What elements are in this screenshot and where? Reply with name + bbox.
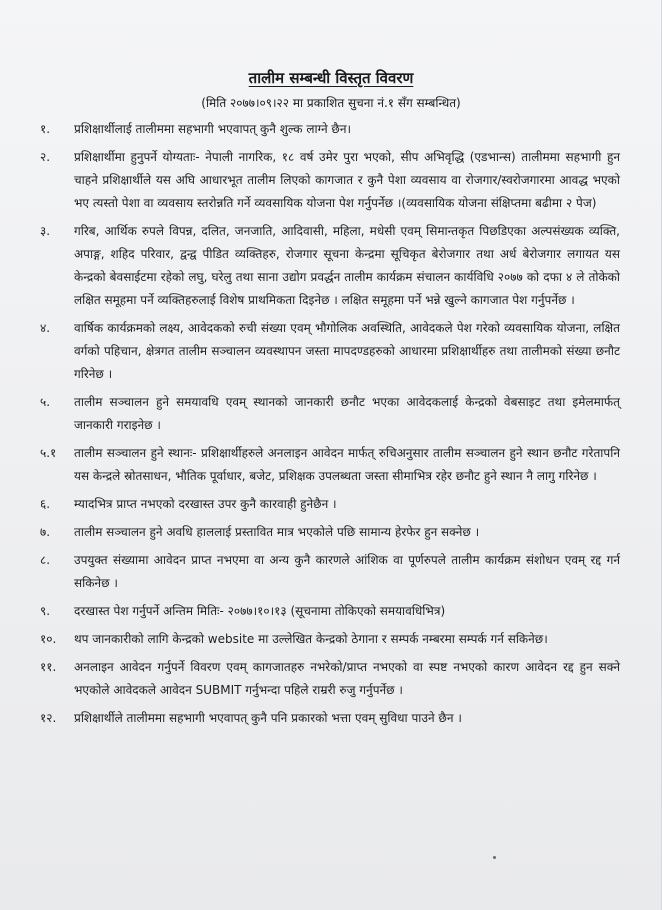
item-text: गरिब, आर्थिक रुपले विपन्न, दलित, जनजाति, आदिवासी, महिला, मधेसी एवम् सिमान्तकृत पिछडिएका अल्पसंख्यक व्यक्ति, अपाङ्ग, शहिद परिवार, द्वन्द्व पीडित व्यक्तिहरु, रोजगार सूचना केन्द्रमा सूचिकृत बेरोजगार तथा अर्ध बेरोजगार लगायत यस केन्द्रको बेवसाईटमा रहेको लघु, घरेलु तथा साना उद्योग प्रवर्द्धन तालीम कार्यक्रम संचालन कार्यविधि २०७७ को दफा ४ ले तोकेको लक्षित समूहमा पर्ने व्यक्तिहरुलाई विशेष प्राथमिकता दिइनेछ । लक्षित समूहमा पर्ने भन्ने खुल्ने कागजात पेश गर्नुपर्नेछ । bbox=[74, 224, 620, 307]
item-text: प्रशिक्षार्थीलाई तालीममा सहभागी भएवापत् कुनै शुल्क लाग्ने छैन। bbox=[74, 122, 352, 136]
list-item bbox=[40, 600, 620, 623]
list-item bbox=[40, 707, 620, 730]
item-number: ११. bbox=[40, 660, 57, 674]
item-text: प्रशिक्षार्थीले तालीममा सहभागी भएवापत् कुनै पनि प्रकारको भत्ता एवम् सुविधा पाउने छैन । bbox=[74, 711, 462, 725]
document-subtitle: (मिति २०७७।०९।२२ मा प्रकाशित सुचना नं.१ सँग सम्बन्धित) bbox=[201, 96, 461, 110]
item-number: ६. bbox=[40, 497, 51, 511]
conditions-list bbox=[40, 118, 620, 735]
item-number: ९. bbox=[40, 604, 51, 618]
list-item bbox=[40, 220, 620, 312]
item-text: थप जानकारीको लागि केन्द्रको website मा उल्लेखित केन्द्रको ठेगाना र सम्पर्क नम्बरमा सम्पर्क गर्न सकिनेछ। bbox=[74, 632, 548, 646]
list-item bbox=[40, 442, 620, 488]
list-item bbox=[40, 628, 620, 651]
item-text: म्यादभित्र प्राप्त नभएको दरखास्त उपर कुनै कारवाही हुनेछैन । bbox=[74, 497, 337, 511]
list-item bbox=[40, 521, 620, 544]
item-text: तालीम सञ्चालन हुने समयावधि एवम् स्थानको जानकारी छनौट भएका आवेदकलाई केन्द्रको वेबसाइट तथा इमेलमार्फत् जानकारी गराइनेछ । bbox=[74, 395, 620, 432]
list-item bbox=[40, 146, 620, 215]
item-number: ४. bbox=[40, 321, 51, 335]
list-item bbox=[40, 118, 620, 141]
item-text: वार्षिक कार्यक्रमको लक्ष्य, आवेदकको रुची संख्या एवम् भौगोलिक अवस्थिति, आवेदकले पेश गरेको व्यवसायिक योजना, लक्षित वर्गको पहिचान, क्षेत्रगत तालीम सञ्चालन व्यवस्थापन जस्ता मापदण्डहरुको आधारमा प्रशिक्षार्थीहरु तथा तालीमको संख्या छनौट गरिनेछ । bbox=[74, 321, 620, 381]
item-number: १. bbox=[40, 122, 51, 136]
list-item bbox=[40, 391, 620, 437]
item-text: तालीम सञ्चालन हुने अवधि हाललाई प्रस्तावित मात्र भएकोले पछि सामान्य हेरफेर हुन सक्नेछ । bbox=[74, 525, 480, 539]
item-text: प्रशिक्षार्थीमा हुनुपर्ने योग्यताः- नेपाली नागरिक, १८ वर्ष उमेर पुरा भएको, सीप अभिवृद्धि (एडभान्स) तालीममा सहभागी हुन चाहने प्रशिक्षार्थीले यस अघि आधारभूत तालीम लिएको कागजात र कुनै पेशा व्यवसाय वा रोजगार/स्वरोजगारमा आवद्ध भएको भए त्यस्तो पेशा वा व्यवसाय स्तरोन्नति गर्ने व्यवसायिक योजना पेश गर्नुपर्नेछ ।(व्यवसायिक योजना संक्षिप्तमा बढीमा २ पेज) bbox=[74, 150, 620, 210]
item-number: ३. bbox=[40, 224, 51, 238]
list-item bbox=[40, 493, 620, 516]
item-number: ७. bbox=[40, 525, 51, 539]
item-number: ८. bbox=[40, 553, 51, 567]
item-text: उपयुक्त संख्यामा आवेदन प्राप्त नभएमा वा अन्य कुनै कारणले आंशिक वा पूर्णरुपले तालीम कार्यक्रम संशोधन एवम् रद्द गर्न सकिनेछ । bbox=[74, 553, 620, 590]
item-number: २. bbox=[40, 150, 51, 164]
list-item bbox=[40, 317, 620, 386]
document-title bbox=[0, 68, 662, 88]
item-number: १०. bbox=[40, 632, 57, 646]
item-number: ५.१ bbox=[40, 446, 57, 460]
item-text: दरखास्त पेश गर्नुपर्ने अन्तिम मितिः- २०७७।१०।१३ (सूचनामा तोकिएको समयावधिभित्र) bbox=[74, 604, 446, 618]
list-item bbox=[40, 656, 620, 702]
item-text: अनलाइन आवेदन गर्नुपर्ने विवरण एवम् कागजातहरु नभरेको/प्राप्त नभएको वा स्पष्ट नभएको कारण आवेदन रद्द हुन सक्ने भएकोले आवेदकले आवेदन SUBMIT गर्नुभन्दा पहिले राम्ररी रुजु गर्नुपर्नेछ । bbox=[74, 660, 620, 697]
list-item bbox=[40, 549, 620, 595]
item-number: ५. bbox=[40, 395, 51, 409]
paper-speck bbox=[493, 856, 496, 859]
item-text: तालीम सञ्चालन हुने स्थानः- प्रशिक्षार्थीहरुले अनलाइन आवेदन मार्फत् रुचिअनुसार तालीम सञ्चालन हुने स्थान छनौट गरेतापनि यस केन्द्रले स्रोतसाधन, भौतिक पूर्वाधार, बजेट, प्रशिक्षक उपलब्धता जस्ता सीमाभित्र रहेर छनौट हुने स्थान नै लागु गरिनेछ । bbox=[74, 446, 620, 483]
item-number: १२. bbox=[40, 711, 57, 725]
document-title-text: तालीम सम्बन्धी विस्तृत विवरण bbox=[248, 69, 414, 87]
